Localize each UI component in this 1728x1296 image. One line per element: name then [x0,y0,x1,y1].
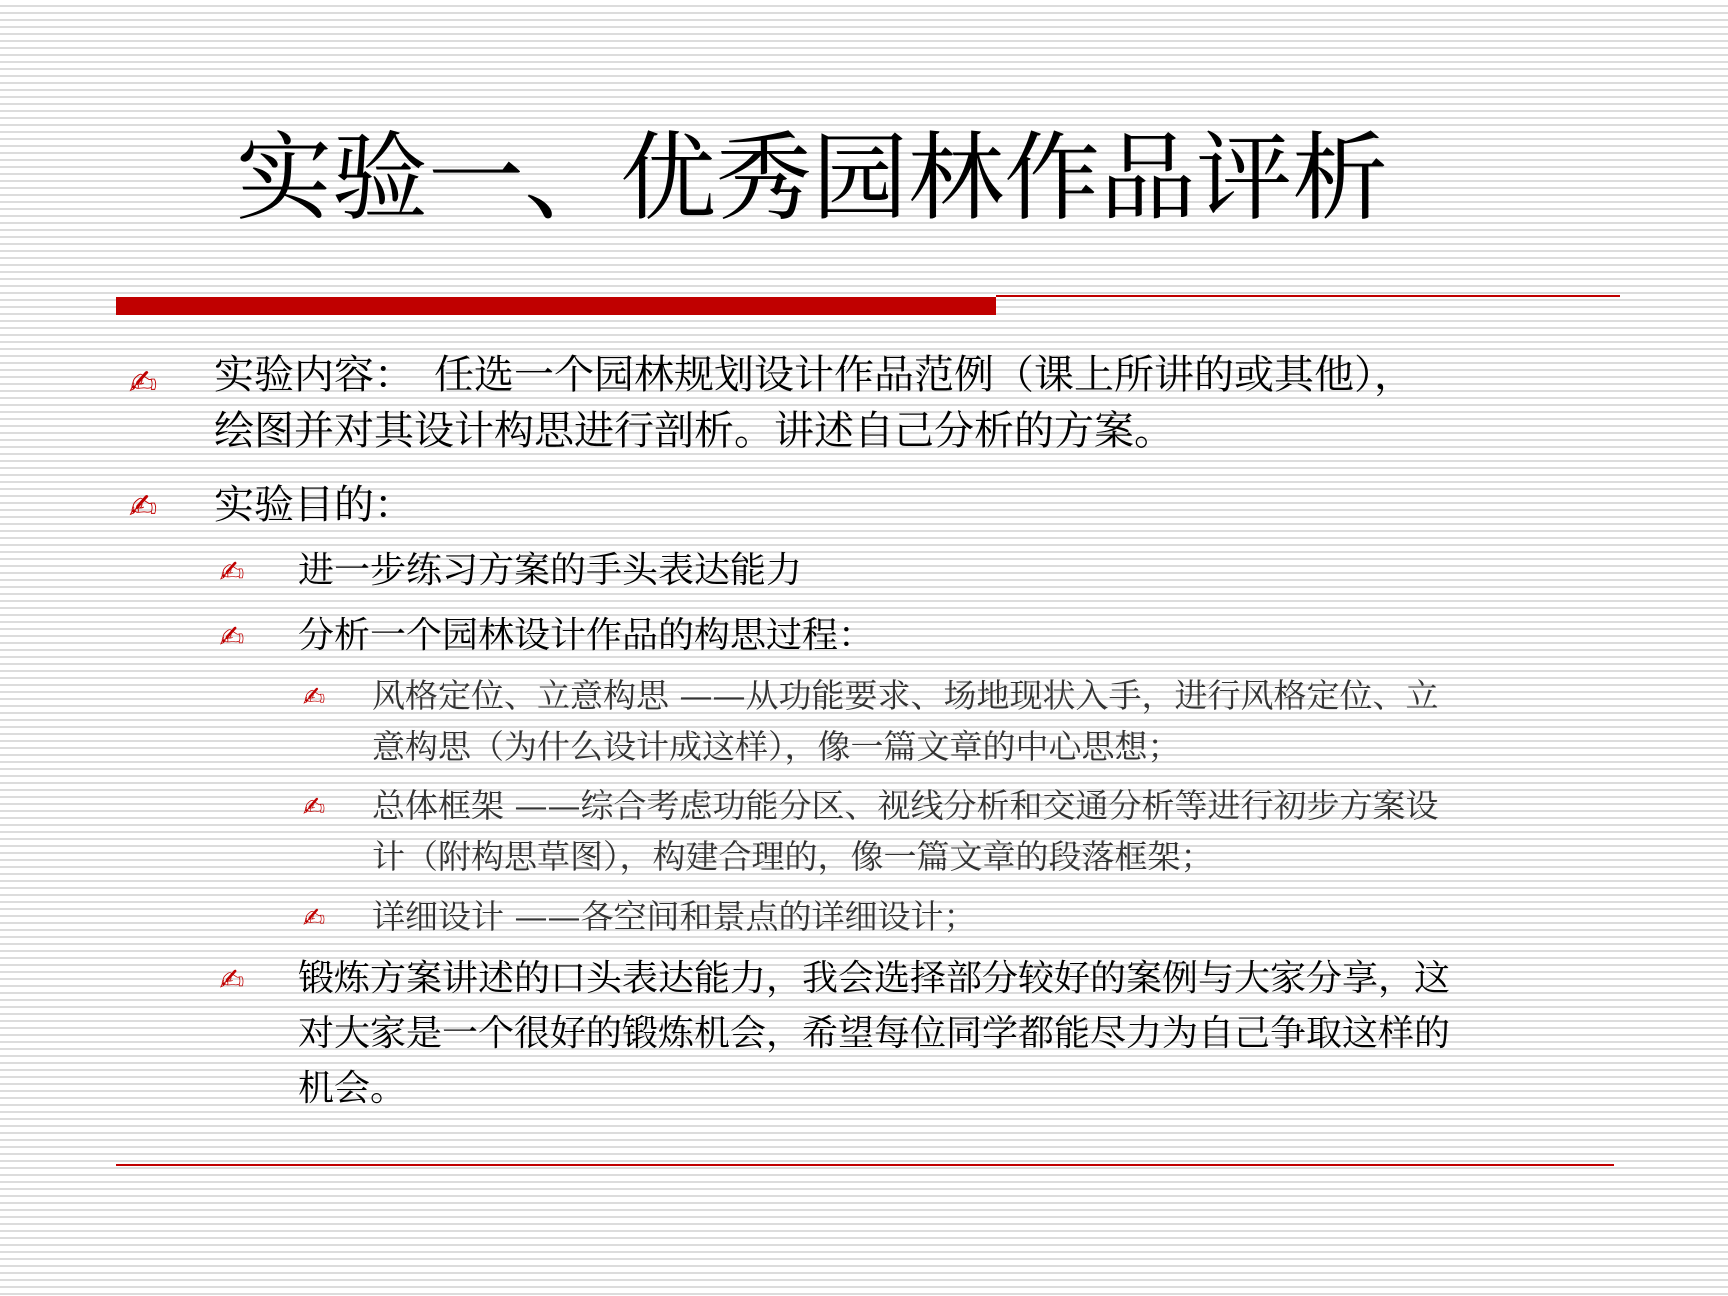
list-item-practice-hand-expression [298,543,802,598]
title-underline-thin [996,295,1620,297]
list-item-line: 计（附构思草图），构建合理的，像一篇文章的段落框架； [372,837,1214,876]
list-item-experiment-content [214,347,1414,459]
footer-rule [116,1164,1614,1166]
pen-bullet-icon: ✍ [128,487,158,527]
pen-bullet-icon: ✍ [219,620,245,655]
list-item-detailed-design [372,891,977,942]
list-item-line: 详细设计 ——各空间和景点的详细设计； [372,897,977,936]
list-item-line: 绘图并对其设计构思进行剖析。讲述自己分析的方案。 [214,408,1174,454]
pen-bullet-icon: ✍ [219,963,245,998]
list-item-overall-framework [372,780,1439,882]
list-item-line: 锻炼方案讲述的口头表达能力，我会选择部分较好的案例与大家分享，这 [298,958,1451,999]
list-item-analyze-design-process [298,608,874,663]
list-item-line: 实验目的： [214,482,414,528]
pen-bullet-icon: ✍ [302,903,326,934]
list-item-line: 分析一个园林设计作品的构思过程： [298,615,875,656]
slide-title: 实验一、优秀园林作品评析 [236,122,1388,234]
list-item-experiment-purpose [214,477,414,533]
list-item-oral-expression [298,951,1450,1116]
list-item-line: 实验内容： 任选一个园林规划设计作品范例（课上所讲的或其他）， [214,352,1414,398]
title-underline-thick [116,297,996,315]
list-item-line: 进一步练习方案的手头表达能力 [298,550,803,591]
pen-bullet-icon: ✍ [302,682,326,713]
pen-bullet-icon: ✍ [128,363,158,403]
pen-bullet-icon: ✍ [219,555,245,590]
list-item-style-concept [372,670,1439,772]
list-item-line: 意构思（为什么设计成这样），像一篇文章的中心思想； [372,727,1181,766]
list-item-line: 机会。 [298,1068,407,1109]
list-item-line: 对大家是一个很好的锻炼机会，希望每位同学都能尽力为自己争取这样的 [298,1013,1451,1054]
list-item-line: 总体框架 ——综合考虑功能分区、视线分析和交通分析等进行初步方案设 [372,786,1439,825]
list-item-line: 风格定位、立意构思 ——从功能要求、场地现状入手，进行风格定位、立 [372,676,1439,715]
pen-bullet-icon: ✍ [302,792,326,823]
